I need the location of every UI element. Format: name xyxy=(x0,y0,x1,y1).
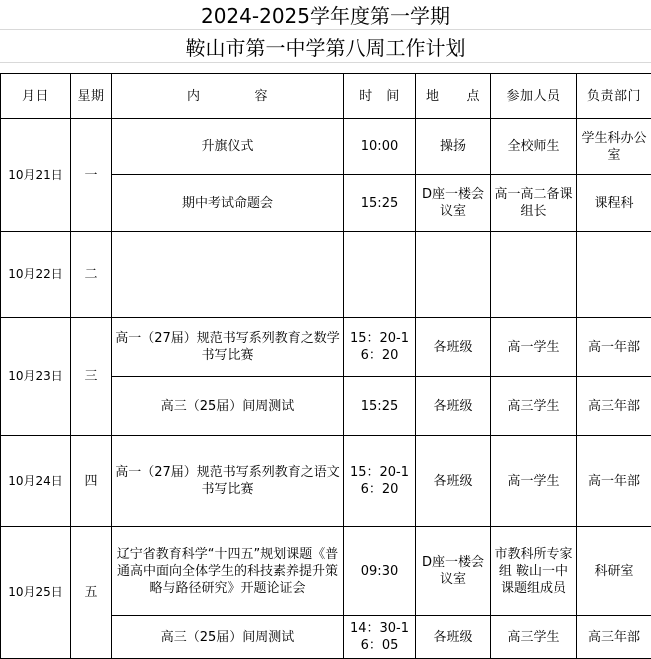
table-row xyxy=(1,318,651,377)
title-line-1: 2024-2025学年度第一学期 xyxy=(200,4,450,28)
participants-cell: 市教科所专家组 鞍山一中课题组成员 xyxy=(491,527,577,616)
place-cell: D座一楼会议室 xyxy=(416,175,491,232)
date-cell: 10月24日 xyxy=(1,436,71,527)
content-cell: 升旗仪式 xyxy=(112,119,344,175)
header-row xyxy=(1,74,651,119)
header-time: 时 间 xyxy=(344,74,416,119)
header-place: 地 点 xyxy=(416,74,491,119)
time-cell: 15：20-16：20 xyxy=(344,318,416,377)
department-cell: 高三年部 xyxy=(577,616,651,659)
content-cell: 辽宁省教育科学“十四五”规划课题《普通高中面向全体学生的科技素养提升策略与路径研究》开题论证会 xyxy=(112,527,344,616)
document-subtitle xyxy=(0,30,651,63)
content-cell xyxy=(112,232,344,318)
content-cell: 期中考试命题会 xyxy=(112,175,344,232)
weekday-cell: 五 xyxy=(71,527,112,659)
place-cell: 操扬 xyxy=(416,119,491,175)
participants-cell: 高三学生 xyxy=(491,616,577,659)
department-cell: 课程科 xyxy=(577,175,651,232)
place-cell xyxy=(416,232,491,318)
department-cell: 学生科办公室 xyxy=(577,119,651,175)
date-cell: 10月25日 xyxy=(1,527,71,659)
place-cell: 各班级 xyxy=(416,318,491,377)
participants-cell: 高一高二备课组长 xyxy=(491,175,577,232)
department-cell: 科研室 xyxy=(577,527,651,616)
header-participants: 参加人员 xyxy=(491,74,577,119)
content-cell: 高一（27届）规范书写系列教育之数学书写比赛 xyxy=(112,318,344,377)
place-cell: 各班级 xyxy=(416,436,491,527)
place-cell: D座一楼会议室 xyxy=(416,527,491,616)
department-cell xyxy=(577,232,651,318)
date-cell: 10月21日 xyxy=(1,119,71,232)
time-cell: 14：30-16：05 xyxy=(344,616,416,659)
participants-cell: 全校师生 xyxy=(491,119,577,175)
participants-cell xyxy=(491,232,577,318)
header-content: 内 容 xyxy=(112,74,344,119)
place-cell: 各班级 xyxy=(416,616,491,659)
date-cell: 10月22日 xyxy=(1,232,71,318)
participants-cell: 高三学生 xyxy=(491,377,577,436)
time-cell xyxy=(344,232,416,318)
time-cell: 10:00 xyxy=(344,119,416,175)
table-row xyxy=(1,527,651,616)
participants-cell: 高一学生 xyxy=(491,436,577,527)
department-cell: 高一年部 xyxy=(577,318,651,377)
weekday-cell: 四 xyxy=(71,436,112,527)
content-cell: 高三（25届）间周测试 xyxy=(112,616,344,659)
spacer xyxy=(0,63,651,73)
table-row xyxy=(1,436,651,527)
table-row xyxy=(1,232,651,318)
weekday-cell: 三 xyxy=(71,318,112,436)
department-cell: 高三年部 xyxy=(577,377,651,436)
document-title xyxy=(0,0,651,30)
title-line-2: 鞍山市第一中学第八周工作计划 xyxy=(185,35,466,60)
time-cell: 15：20-16：20 xyxy=(344,436,416,527)
content-cell: 高一（27届）规范书写系列教育之语文书写比赛 xyxy=(112,436,344,527)
time-cell: 15:25 xyxy=(344,175,416,232)
department-cell: 高一年部 xyxy=(577,436,651,527)
time-cell: 15:25 xyxy=(344,377,416,436)
weekday-cell: 二 xyxy=(71,232,112,318)
header-department: 负责部门 xyxy=(577,74,651,119)
header-date: 月日 xyxy=(1,74,71,119)
content-cell: 高三（25届）间周测试 xyxy=(112,377,344,436)
table-row xyxy=(1,119,651,175)
participants-cell: 高一学生 xyxy=(491,318,577,377)
date-cell: 10月23日 xyxy=(1,318,71,436)
time-cell: 09:30 xyxy=(344,527,416,616)
weekday-cell: 一 xyxy=(71,119,112,232)
header-weekday: 星期 xyxy=(71,74,112,119)
schedule-table xyxy=(0,73,651,659)
place-cell: 各班级 xyxy=(416,377,491,436)
